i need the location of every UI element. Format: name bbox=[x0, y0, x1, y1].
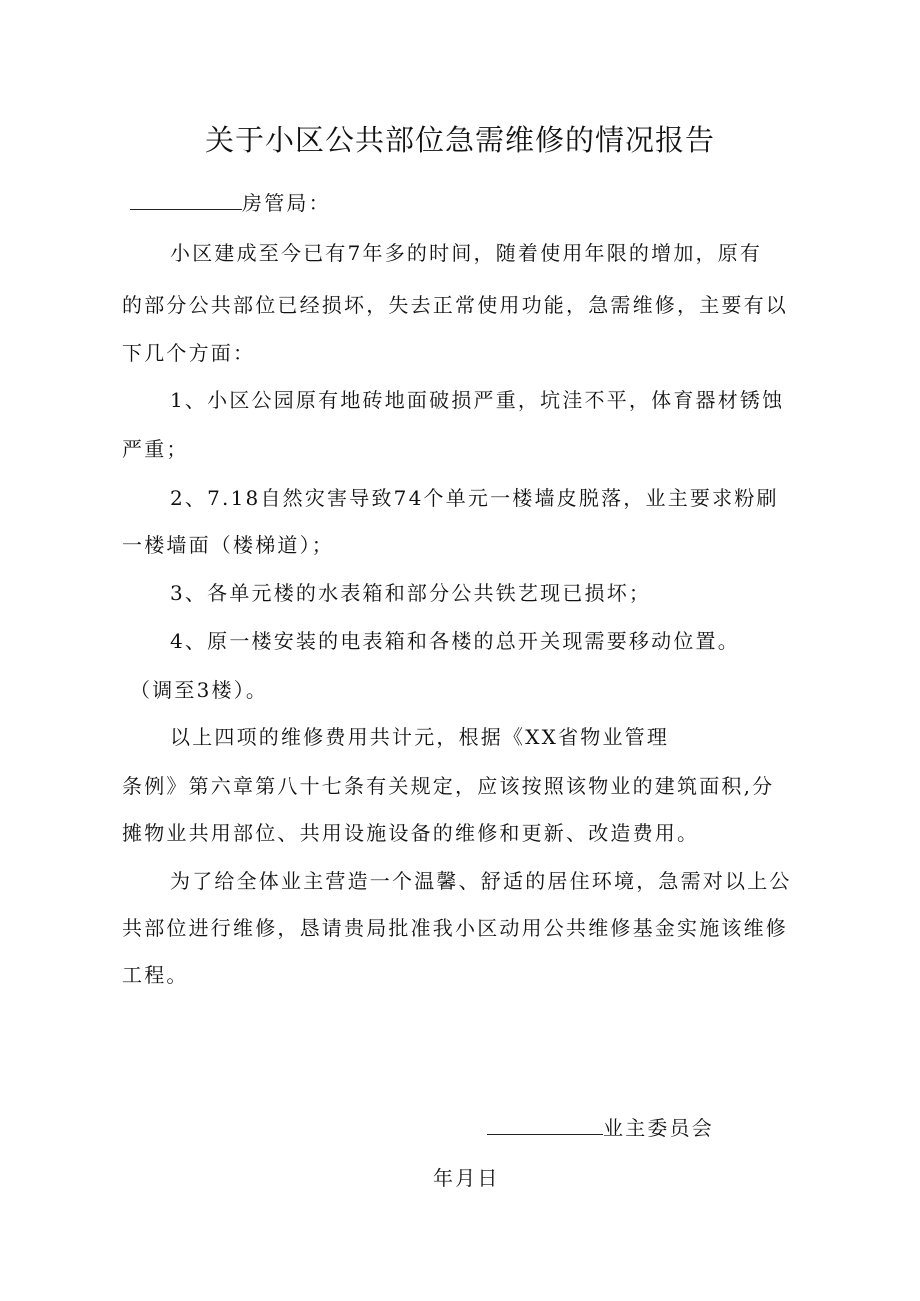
signature-line bbox=[487, 1113, 714, 1143]
salutation-line bbox=[130, 188, 331, 218]
body-line: 条例》第六章第八十七条有关规定，应该按照该物业的建筑面积,分 bbox=[122, 774, 775, 798]
document-title: 关于小区公共部位急需维修的情况报告 bbox=[204, 123, 715, 157]
salutation: 房管局： bbox=[242, 191, 331, 215]
body-line: （调至3楼）。 bbox=[130, 678, 269, 702]
body-line: 严重； bbox=[122, 437, 189, 461]
body-line: 摊物业共用部位、共用设施设备的维修和更新、改造费用。 bbox=[122, 821, 700, 845]
list-item-4: 4、原一楼安装的电表箱和各楼的总开关现需要移动位置。 bbox=[170, 629, 740, 653]
list-item-2: 2、7.18自然灾害导致74个单元一楼墙皮脱落，业主要求粉刷 bbox=[170, 486, 779, 510]
date-line: 年月日 bbox=[433, 1166, 500, 1190]
body-line: 以上四项的维修费用共计元，根据《XX省物业管理 bbox=[170, 725, 670, 749]
list-item-1: 1、小区公园原有地砖地面破损严重，坑洼不平，体育器材锈蚀 bbox=[170, 388, 785, 412]
body-line: 下几个方面： bbox=[122, 341, 256, 365]
body-line: 的部分公共部位已经损坏，失去正常使用功能，急需维修，主要有以 bbox=[122, 293, 788, 317]
body-line: 一楼墙面（楼梯道）； bbox=[122, 533, 334, 557]
body-line: 共部位进行维修，恳请贵局批准我小区动用公共维修基金实施该维修 bbox=[122, 916, 788, 940]
list-item-3: 3、各单元楼的水表箱和部分公共铁艺现已损坏； bbox=[170, 581, 652, 605]
committee-blank bbox=[487, 1114, 603, 1135]
body-line: 为了给全体业主营造一个温馨、舒适的居住环境，急需对以上公 bbox=[170, 869, 792, 893]
recipient-blank bbox=[130, 189, 242, 210]
signature: 业主委员会 bbox=[603, 1116, 714, 1140]
body-line: 工程。 bbox=[122, 963, 189, 987]
body-line: 小区建成至今已有7年多的时间，随着使用年限的增加，原有 bbox=[170, 241, 763, 265]
